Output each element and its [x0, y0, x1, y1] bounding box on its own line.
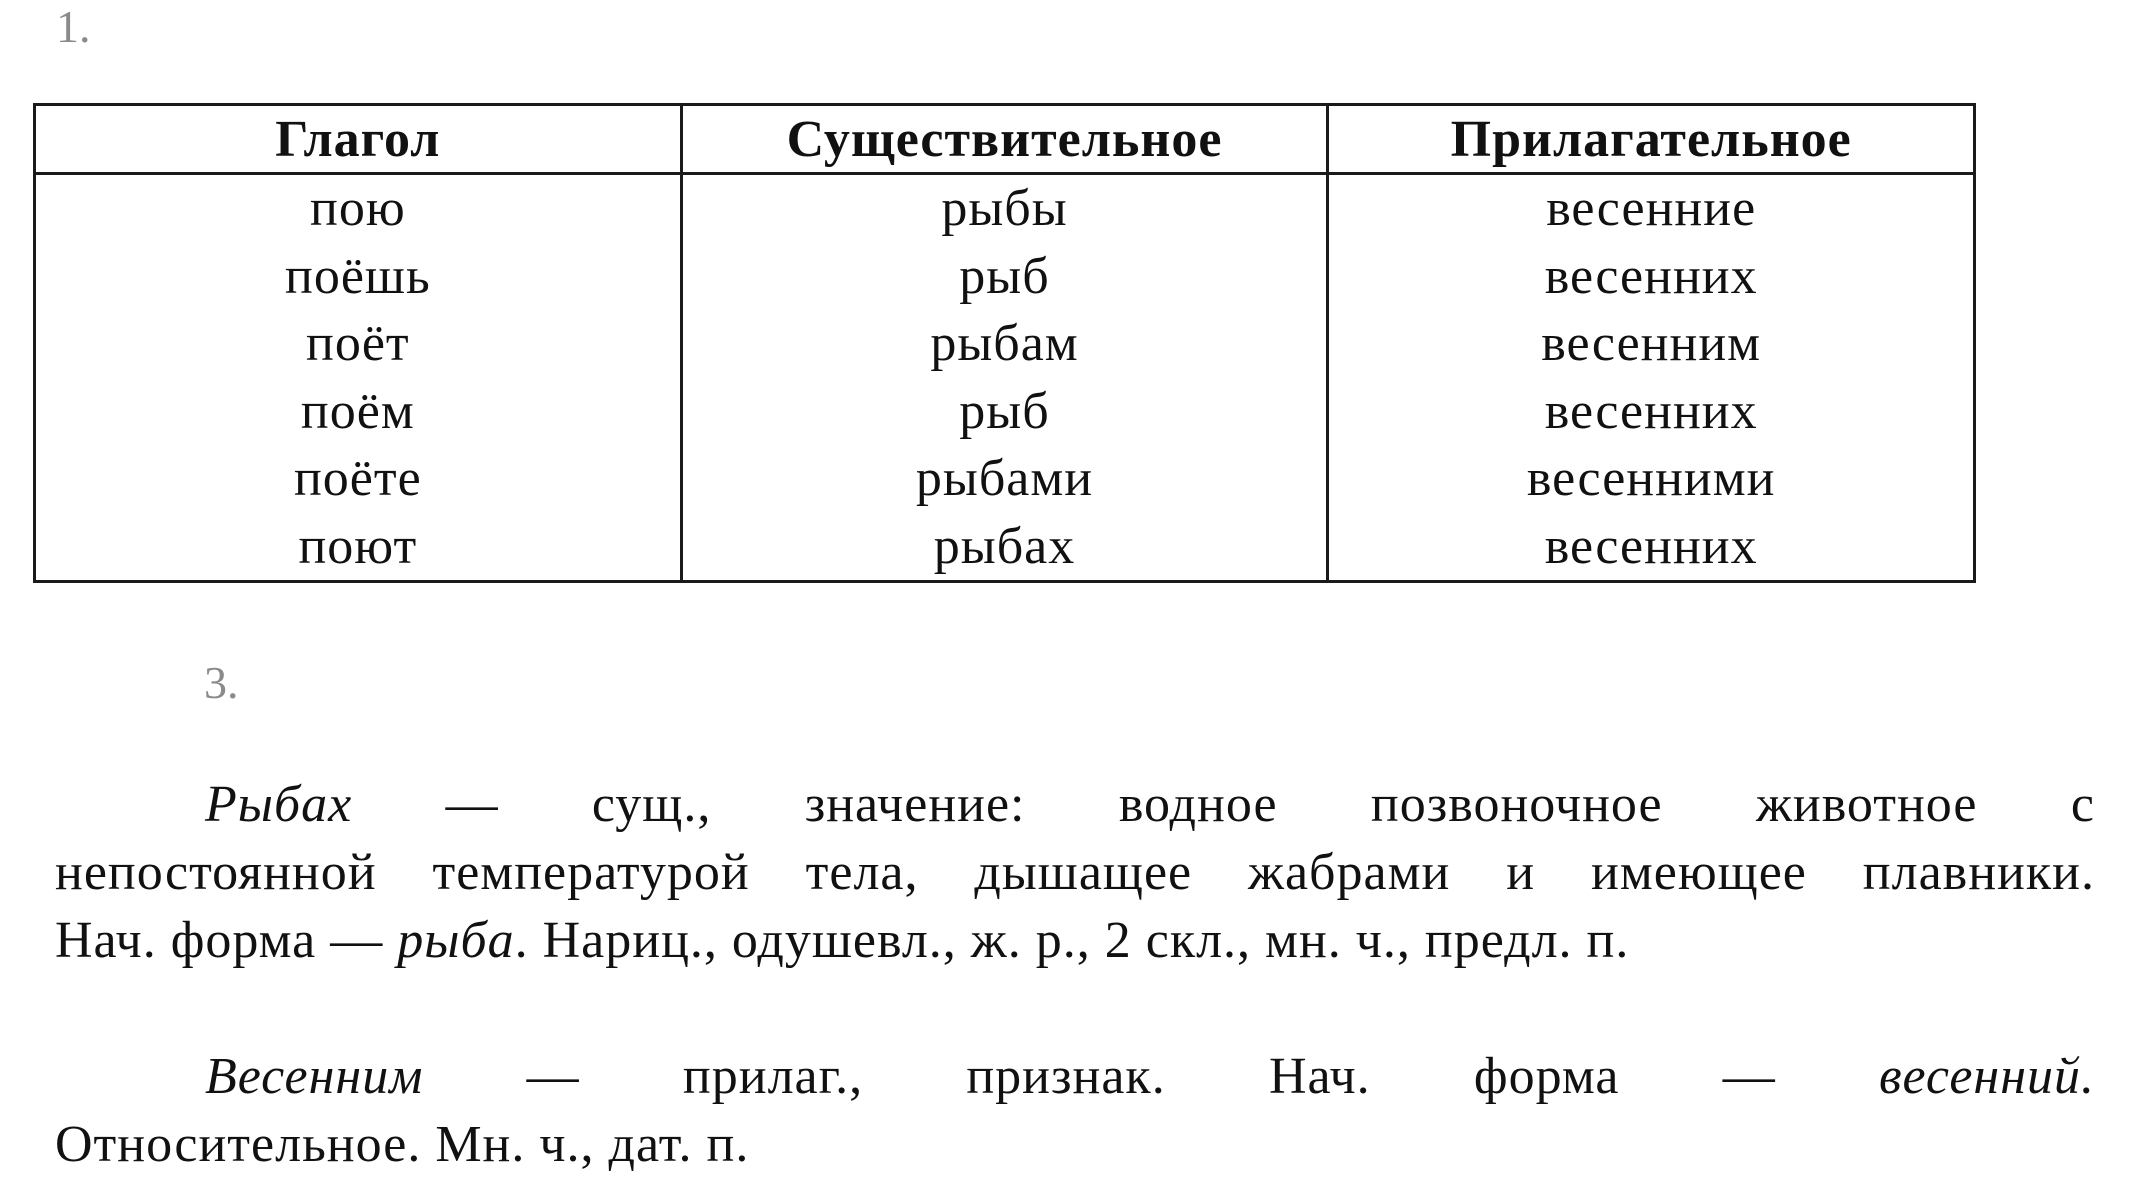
- initial-form: рыба: [397, 912, 515, 969]
- paragraph-line: [55, 771, 2095, 839]
- table-cell: поёте: [293, 450, 422, 507]
- noun-column: [680, 175, 1327, 580]
- analyzed-word: Весенним: [205, 1048, 424, 1105]
- table-cell: весенним: [1541, 315, 1762, 372]
- paragraph-line: [55, 839, 2095, 907]
- word: тела,: [805, 844, 919, 901]
- word: и: [1506, 844, 1536, 901]
- table-cell: пою: [309, 180, 406, 237]
- word: температурой: [432, 844, 750, 901]
- word: плавники.: [1862, 844, 2095, 901]
- table-cell: рыбам: [930, 315, 1079, 372]
- table-cell: рыбах: [933, 517, 1076, 575]
- adjective-column: [1326, 175, 1973, 580]
- word-forms-table: [33, 103, 1976, 583]
- table-cell: рыбы: [941, 180, 1068, 237]
- word: жабрами: [1248, 844, 1451, 901]
- word: прилаг.,: [682, 1048, 864, 1105]
- header-noun: Существительное: [680, 106, 1327, 172]
- word: с: [2070, 776, 2095, 833]
- table-cell: весенних: [1544, 382, 1758, 440]
- text-segment: . Нариц., одушевл., ж. р., 2 скл., мн. ч., предл. п.: [514, 912, 1630, 969]
- section-number-3: 3.: [204, 657, 239, 708]
- table-body: [36, 175, 1973, 580]
- paragraph-line: [55, 1043, 2095, 1111]
- word: непостоянной: [55, 844, 377, 901]
- table-cell: весенних: [1544, 517, 1758, 575]
- table-header-row: [36, 106, 1973, 175]
- word: сущ.,: [591, 776, 712, 833]
- word: дышащее: [974, 844, 1193, 901]
- table-cell: поёшь: [285, 247, 431, 305]
- section-number-1: 1.: [56, 1, 91, 52]
- word: водное: [1118, 776, 1278, 833]
- word: значение:: [804, 776, 1026, 833]
- word: —: [1722, 1048, 1776, 1105]
- word: —: [445, 776, 499, 833]
- text-segment: Нач. форма —: [55, 912, 398, 969]
- table-cell: весенними: [1526, 450, 1776, 507]
- table-cell: весенние: [1546, 180, 1757, 237]
- word: животное: [1755, 776, 1978, 833]
- paragraph-line: [55, 907, 2095, 975]
- word: —: [526, 1048, 580, 1105]
- word: форма: [1473, 1048, 1620, 1105]
- table-cell: поёт: [306, 315, 410, 372]
- verb-column: [36, 175, 680, 580]
- morphology-paragraph-vesenniy: [55, 1043, 2095, 1179]
- word: позвоночное: [1370, 776, 1663, 833]
- table-cell: поём: [300, 382, 415, 440]
- morphology-paragraph-ryba: [55, 771, 2095, 975]
- table-cell: рыбами: [915, 450, 1094, 507]
- table-cell: весенних: [1544, 247, 1758, 305]
- word: признак.: [966, 1048, 1166, 1105]
- analyzed-word: Рыбах: [205, 776, 353, 833]
- table-cell: рыб: [959, 382, 1050, 440]
- header-adjective: Прилагательное: [1326, 106, 1973, 172]
- word: Нач.: [1268, 1048, 1371, 1105]
- header-verb: Глагол: [275, 110, 441, 168]
- table-cell: поют: [298, 517, 418, 575]
- initial-form: весенний.: [1878, 1048, 2095, 1105]
- word: имеющее: [1591, 844, 1807, 901]
- table-cell: рыб: [959, 247, 1050, 305]
- paragraph-line: Относительное. Мн. ч., дат. п.: [55, 1116, 750, 1173]
